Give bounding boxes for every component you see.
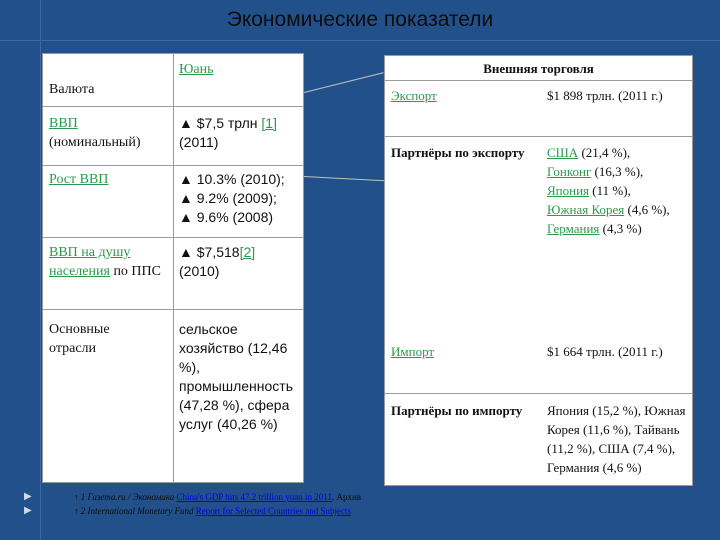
gdp-growth-value: ▲ 10.3% (2010); ▲ 9.2% (2009); ▲ 9.6% (2008) — [179, 171, 285, 225]
gdp-per-capita-prefix: ▲ $7,518 — [179, 244, 240, 260]
gdp-ref-link[interactable]: [1] — [261, 115, 277, 131]
industries-label: Основные отрасли — [49, 322, 110, 356]
export-partner-link[interactable]: Германия — [547, 221, 600, 236]
export-partner — [547, 219, 692, 238]
import-value: $1 664 трлн. (2011 г.) — [547, 344, 663, 359]
bullet-icon: ▶ — [24, 491, 32, 502]
export-partner-link[interactable]: США — [547, 145, 579, 160]
footnote-tail: . Архив — [331, 492, 362, 502]
gdp-per-capita-value — [179, 243, 299, 281]
export-partner-link[interactable]: Гонконг — [547, 164, 592, 179]
bullet-icon: ▶ — [24, 505, 32, 516]
trade-table — [384, 55, 693, 486]
table-divider — [385, 136, 692, 137]
export-partner-share: (4,6 %), — [624, 202, 670, 217]
background-rule — [40, 0, 41, 540]
page-title: Экономические показатели — [226, 8, 494, 31]
export-partner — [547, 181, 692, 200]
export-partner-share: (11 %), — [589, 183, 631, 198]
trade-header: Внешняя торговля — [483, 61, 594, 76]
gdp-per-capita-ref-link[interactable]: [2] — [239, 244, 256, 260]
import-partners-label: Партнёры по импорту — [391, 403, 523, 418]
table-divider — [43, 237, 303, 238]
export-partner — [547, 162, 692, 181]
footnote-marker: ↑ — [74, 492, 79, 502]
gdp-link[interactable]: ВВП — [49, 116, 78, 131]
table-divider — [43, 106, 303, 107]
footnote-link[interactable]: Report for Selected Countries and Subjects — [195, 506, 351, 516]
export-link[interactable]: Экспорт — [391, 88, 437, 103]
export-partner-link[interactable]: Южная Корея — [547, 202, 625, 217]
gdp-per-capita-suffix: (2010) — [179, 263, 220, 279]
footnote-source: 2 International Monetary Fund — [80, 506, 194, 516]
export-partners-label: Партнёры по экспорту — [391, 145, 525, 160]
export-partner — [547, 200, 692, 219]
industries-value: сельское хозяйство (12,46 %), промышленность (47,28 %), сфера услуг (40,26 %) — [179, 321, 293, 432]
table-divider — [173, 54, 174, 482]
gdp-label — [49, 114, 171, 152]
gdp-per-capita-link[interactable]: ВВП на душу населения — [49, 245, 131, 279]
table-divider — [43, 165, 303, 166]
gdp-value-suffix: (2011) — [179, 134, 219, 150]
export-value: $1 898 трлн. (2011 г.) — [547, 88, 663, 103]
background-rule — [0, 40, 720, 41]
table-divider — [385, 393, 692, 394]
currency-label: Валюта — [49, 82, 95, 97]
gdp-value-prefix: ▲ $7,5 трлн — [179, 115, 262, 131]
gdp-growth-link[interactable]: Рост ВВП — [49, 172, 109, 187]
export-partner-link[interactable]: Япония — [547, 183, 590, 198]
export-partner-share: (21,4 %), — [578, 145, 631, 160]
currency-value-link[interactable]: Юань — [179, 62, 214, 77]
footnote-marker: ↑ — [74, 506, 79, 516]
import-partners-list: Япония (15,2 %), Южная Корея (11,6 %), Тайвань (11,2 %), США (7,4 %), Германия (4,6 %) — [547, 403, 686, 475]
export-partner — [547, 143, 692, 162]
gdp-value — [179, 114, 299, 152]
economy-table — [42, 53, 304, 483]
gdp-label-rest: (номинальный) — [49, 135, 141, 150]
table-divider — [43, 309, 303, 310]
export-partners-list — [547, 143, 692, 238]
connector-line — [304, 176, 386, 181]
connector-line — [304, 72, 384, 93]
footnote-source: 1 Газета.ru / Экономика — [80, 492, 175, 502]
footnote-link[interactable]: China's GDP hits 47.2 trillion yuan in 2011 — [176, 492, 332, 502]
import-link[interactable]: Импорт — [391, 344, 435, 359]
footnote — [74, 506, 351, 516]
gdp-per-capita-rest: по ППС — [109, 264, 161, 279]
export-partner-share: (4,3 %) — [599, 221, 642, 236]
table-divider — [385, 80, 692, 81]
gdp-per-capita-label — [49, 243, 171, 281]
export-partner-share: (16,3 %), — [591, 164, 644, 179]
footnote — [74, 492, 361, 502]
